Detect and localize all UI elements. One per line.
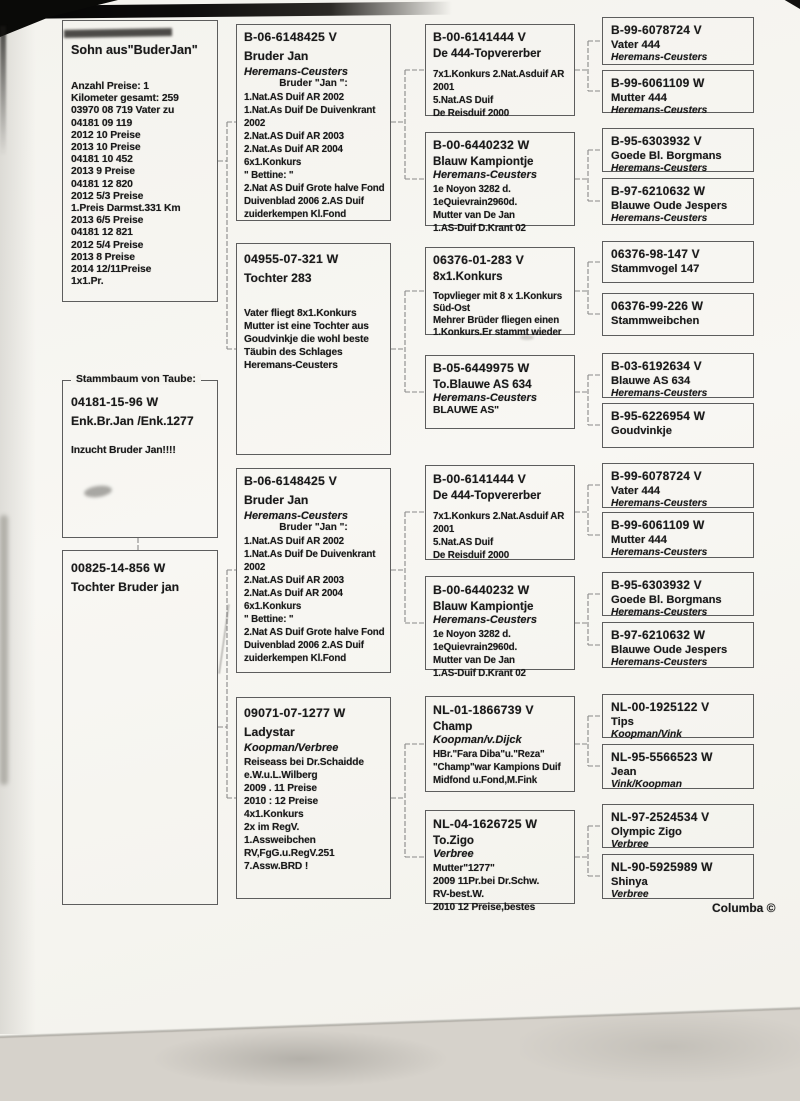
ring-number: B-06-6148425 V xyxy=(244,474,338,488)
ring-number: B-00-6141444 V xyxy=(433,472,527,486)
pedigree-box xyxy=(236,468,391,673)
ring-number: B-99-6078724 V xyxy=(611,469,702,483)
bird-name: Stammvogel 147 xyxy=(611,263,700,275)
ring-number: 04955-07-321 W xyxy=(244,252,339,266)
ring-number: NL-00-1925122 V xyxy=(611,700,710,714)
pedigree-box xyxy=(602,353,754,398)
scan-streak-artifact xyxy=(0,26,6,156)
breeder-name: Heremans-Ceusters xyxy=(244,66,348,78)
ring-number: 00825-14-856 W xyxy=(71,561,166,575)
performance-notes: Vater fliegt 8x1.Konkurs Mutter ist eine Tochter aus Goudvinkje die wohl beste Täubin des Schlages Heremans-Ceusters xyxy=(244,308,369,371)
pedigree-box xyxy=(602,854,754,899)
pedigree-box xyxy=(425,810,575,913)
ring-number: B-95-6303932 V xyxy=(611,134,702,148)
bird-name: Jean xyxy=(611,766,637,778)
bird-name: Tips xyxy=(611,716,634,728)
ring-number: NL-04-1626725 W xyxy=(433,817,538,831)
pedigree-box xyxy=(425,24,575,119)
pedigree-box xyxy=(602,241,754,283)
breeder-name: Heremans-Ceusters xyxy=(433,392,537,404)
pedigree-box xyxy=(602,17,754,65)
pedigree-box xyxy=(602,70,754,116)
bird-name: Mutter 444 xyxy=(611,534,667,546)
pedigree-box xyxy=(602,293,754,336)
bird-name: Blauw Kampiontje xyxy=(433,600,534,613)
bird-name: Bruder Jan xyxy=(244,49,309,63)
pedigree-box xyxy=(602,128,754,172)
bird-name: 8x1.Konkurs xyxy=(433,270,503,283)
bird-name: Stammweibchen xyxy=(611,315,700,327)
breeder-name: Koopman/v.Dijck xyxy=(433,734,522,746)
ring-number: NL-97-2524534 V xyxy=(611,810,710,824)
ring-number: B-97-6210632 W xyxy=(611,628,706,642)
pedigree-box xyxy=(602,694,754,738)
taube-box xyxy=(62,374,218,538)
smudge-artifact xyxy=(520,335,534,340)
breeder-name: Heremans-Ceusters xyxy=(611,388,708,399)
performance-notes: 7x1.Konkurs 2.Nat.Asduif AR 2001 5.Nat.AS Duif De Reisduif 2000 xyxy=(433,69,565,119)
pedigree-box xyxy=(602,804,754,848)
bird-name: Vater 444 xyxy=(611,39,661,51)
breeder-name: Heremans-Ceusters xyxy=(611,547,708,558)
bird-name: De 444-Topvererber xyxy=(433,489,542,502)
bird-name: Goudvinkje xyxy=(611,425,672,437)
pedigree-box xyxy=(602,572,754,616)
bird-name: Bruder Jan xyxy=(244,493,309,507)
subject-name: Sohn aus"BuderJan" xyxy=(71,43,198,57)
breeder-name: Heremans-Ceusters xyxy=(611,163,708,174)
ring-number: B-99-6061109 W xyxy=(611,518,705,532)
bird-name: To.Zigo xyxy=(433,834,474,847)
performance-notes: Topvlieger mit 8 x 1.Konkurs Süd-Ost Mehrer Brüder fliegen einen 1.Konkurs.Er stammt wieder xyxy=(433,291,563,338)
pedigree-box xyxy=(602,463,754,508)
breeder-name: Heremans-Ceusters xyxy=(611,105,708,116)
breeder-name: Verbree xyxy=(433,848,474,860)
performance-notes: 1e Noyon 3282 d. 1eQuievrain2960d. Mutter van De Jan 1.AS-Duif D.Krant 02 xyxy=(433,184,526,234)
bird-name: Blauwe Oude Jespers xyxy=(611,644,728,656)
bird-name: Ladystar xyxy=(244,725,295,739)
pedigree-box xyxy=(602,178,754,225)
bird-name: Vater 444 xyxy=(611,485,661,497)
performance-notes: 1e Noyon 3282 d. 1eQuievrain2960d. Mutter van De Jan 1.AS-Duif D.Krant 02 xyxy=(433,629,526,679)
ring-number: NL-90-5925989 W xyxy=(611,860,713,874)
pedigree-box xyxy=(425,696,575,792)
ring-number: 09071-07-1277 W xyxy=(244,706,346,720)
breeder-name: Verbree xyxy=(611,839,649,850)
bird-name: Blauw Kampiontje xyxy=(433,155,534,168)
ring-number: 04181-15-96 W xyxy=(71,395,159,409)
bird-name: Tochter Bruder jan xyxy=(71,580,180,594)
breeder-name: Vink/Koopman xyxy=(611,779,682,790)
bird-name: Mutter 444 xyxy=(611,92,667,104)
pedigree-box xyxy=(236,24,391,221)
pedigree-box xyxy=(425,247,575,338)
bird-name: Champ xyxy=(433,720,473,733)
subject-prize-list: Anzahl Preise: 1 Kilometer gesamt: 259 03970 08 719 Vater zu 04181 09 119 2012 10 Preise 2013 10 Preise 04181 10 452 2013 9 Preise 04181 12 820 2012 5/3 Preise 1.Preis Darmst.331 Km 2013 6/5 Preise 04181 12 821 2012 5/4 Preise 2013 8 Preise 2014 12/11Preise 1x1.Pr. xyxy=(71,81,181,288)
pedigree-box xyxy=(425,465,575,560)
ring-number: B-00-6440232 W xyxy=(433,583,530,597)
ring-number: B-06-6148425 V xyxy=(244,30,338,44)
ring-number: 06376-98-147 V xyxy=(611,247,700,261)
breeder-name: Verbree xyxy=(611,889,649,900)
performance-notes: Mutter"1277" 2009 11Pr.bei Dr.Schw. RV-best.W. 2010 12 Preise,bestes xyxy=(433,863,540,913)
pedigree-box xyxy=(236,243,391,455)
pedigree-box xyxy=(425,132,575,234)
ring-number: B-95-6303932 V xyxy=(611,578,702,592)
breeder-name: Koopman/Verbree xyxy=(244,742,339,754)
bird-name: De 444-Topvererber xyxy=(433,47,542,60)
stammbaum-label: Stammbaum von Taube: xyxy=(71,374,201,385)
pedigree-box xyxy=(425,576,575,679)
ring-number: B-97-6210632 W xyxy=(611,184,706,198)
ring-number: B-99-6061109 W xyxy=(611,76,705,90)
breeder-name: Heremans-Ceusters xyxy=(611,607,708,618)
ring-number: NL-01-1866739 V xyxy=(433,703,534,717)
ring-number: 06376-99-226 W xyxy=(611,299,704,313)
bird-name: To.Blauwe AS 634 xyxy=(433,378,532,391)
bird-name: Olympic Zigo xyxy=(611,826,682,838)
performance-notes: 1.Nat.AS Duif AR 2002 1.Nat.As Duif De Duivenkrant 2002 2.Nat.AS Duif AR 2003 2.Nat.As Duif AR 2004 6x1.Konkurs " Bettine: " 2.Nat AS Duif Grote halve Fond Duivenblad 2006 2.AS Duif zuiderkempen Kl.Fond xyxy=(244,536,385,664)
performance-notes: HBr."Fara Diba"u."Reza" "Champ"war Kampions Duif Midfond u.Fond,M.Fink xyxy=(433,749,561,786)
subject-box xyxy=(62,20,218,302)
pedigree-box xyxy=(602,622,754,668)
ring-number: B-00-6141444 V xyxy=(433,30,527,44)
ring-number: B-00-6440232 W xyxy=(433,138,530,152)
performance-notes: 7x1.Konkurs 2.Nat.Asduif AR 2001 5.Nat.AS Duif De Reisduif 2000 xyxy=(433,511,565,561)
bird-name: Blauwe Oude Jespers xyxy=(611,200,728,212)
pedigree-box xyxy=(602,512,754,558)
performance-notes: 1.Nat.AS Duif AR 2002 1.Nat.As Duif De Duivenkrant 2002 2.Nat.AS Duif AR 2003 2.Nat.As Duif AR 2004 6x1.Konkurs " Bettine: " 2.Nat AS Duif Grote halve Fond Duivenblad 2006 2.AS Duif zuiderkempen Kl.Fond xyxy=(244,92,385,220)
bird-name: Goede Bl. Borgmans xyxy=(611,594,722,606)
breeder-name: Heremans-Ceusters xyxy=(611,52,708,63)
pedigree-box xyxy=(236,697,391,899)
ring-number: B-05-6449975 W xyxy=(433,361,530,375)
breeder-name: Heremans-Ceusters xyxy=(244,510,348,522)
performance-notes: Reiseass bei Dr.Schaidde e.W.u.L.Wilberg 2009 . 11 Preise 2010 : 12 Preise 4x1.Konkurs 2x im RegV. 1.Assweibchen RV,FgG.u.RegV.251 7.Assw.BRD ! xyxy=(244,757,364,872)
breeder-name: Heremans-Ceusters xyxy=(611,657,708,668)
bird-name: Shinya xyxy=(611,876,648,888)
breeder-name: Heremans-Ceusters xyxy=(611,213,708,224)
ring-number: 06376-01-283 V xyxy=(433,253,524,267)
bird-name: Tochter 283 xyxy=(244,271,312,285)
subtitle: Bruder "Jan ": xyxy=(279,78,348,89)
ring-number: NL-95-5566523 W xyxy=(611,750,713,764)
bird-name: Blauwe AS 634 xyxy=(611,375,691,387)
columba-credit: Columba © xyxy=(712,901,776,915)
pedigree-box xyxy=(602,403,754,448)
ring-number: B-03-6192634 V xyxy=(611,359,702,373)
bird-name: Goede Bl. Borgmans xyxy=(611,150,722,162)
ring-number: B-95-6226954 W xyxy=(611,409,706,423)
bird-name: Enk.Br.Jan /Enk.1277 xyxy=(71,414,194,428)
pedigree-box xyxy=(425,355,575,429)
subtitle: Bruder "Jan ": xyxy=(279,522,348,533)
breeder-name: Heremans-Ceusters xyxy=(433,614,537,626)
pedigree-box xyxy=(602,744,754,789)
inbreeding-note: Inzucht Bruder Jan!!!! xyxy=(71,445,176,456)
breeder-name: Heremans-Ceusters xyxy=(433,169,537,181)
breeder-name: Koopman/Vink xyxy=(611,729,682,740)
mother-box xyxy=(62,550,218,905)
performance-notes: BLAUWE AS" xyxy=(433,405,499,416)
ring-number: B-99-6078724 V xyxy=(611,23,702,37)
breeder-name: Heremans-Ceusters xyxy=(611,498,708,509)
